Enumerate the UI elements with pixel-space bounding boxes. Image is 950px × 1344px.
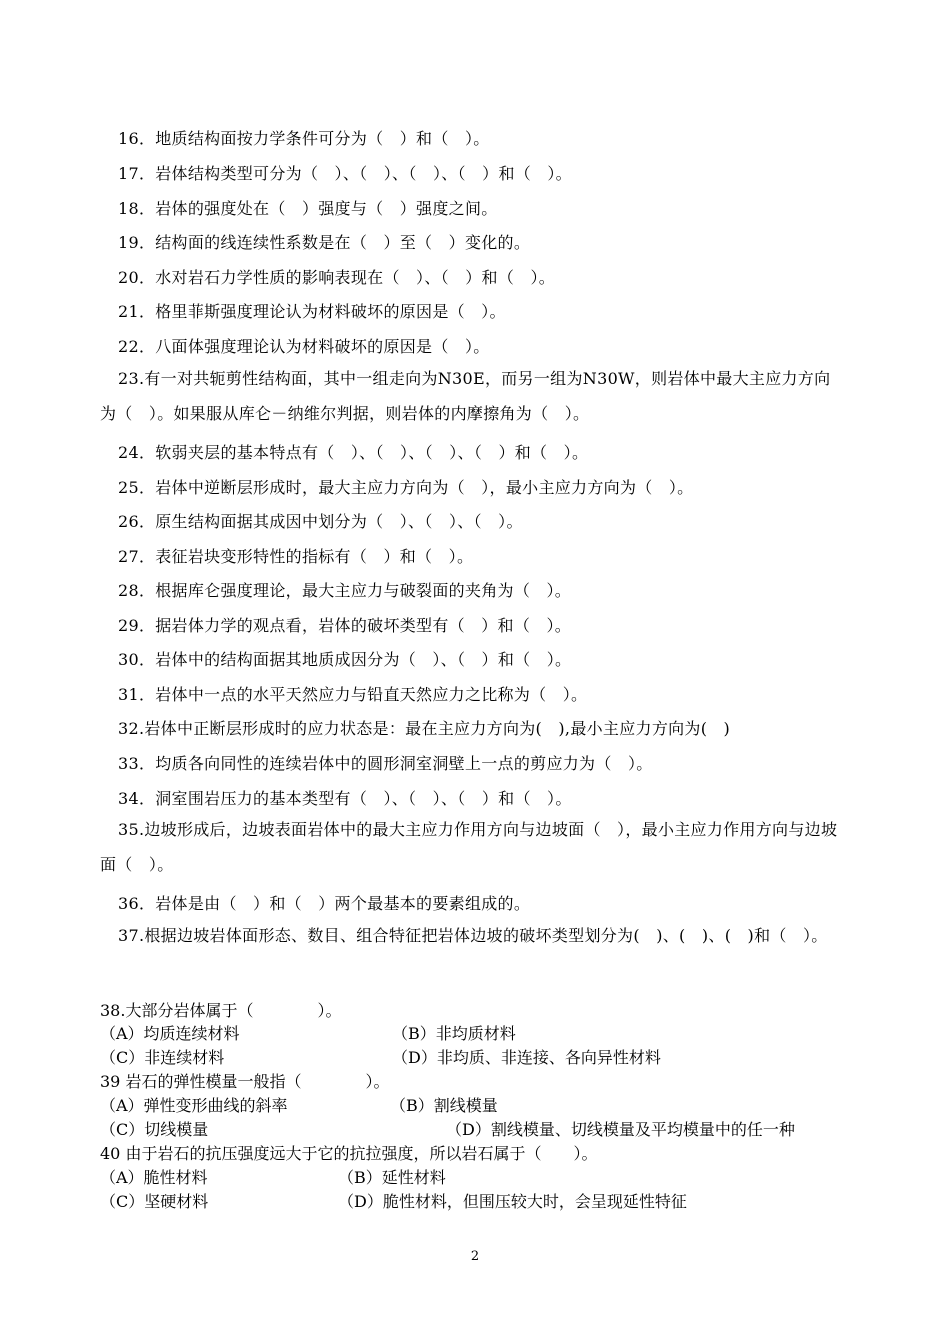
question-38-option-d: （D）非均质、非连接、各向异性材料 [392, 1048, 661, 1067]
question-30: 30．岩体中的结构面据其地质成因分为（ ）、（ ）和（ ）。 [118, 650, 572, 669]
question-28: 28．根据库仑强度理论，最大主应力与破裂面的夹角为（ ）。 [118, 581, 572, 600]
question-33: 33．均质各向同性的连续岩体中的圆形洞室洞壁上一点的剪应力为（ ）。 [118, 754, 653, 773]
question-26: 26．原生结构面据其成因中划分为（ ）、（ ）、（ ）。 [118, 512, 523, 531]
question-18: 18．岩体的强度处在（ ）强度与（ ）强度之间。 [118, 199, 498, 218]
question-20: 20．水对岩石力学性质的影响表现在（ ）、（ ）和（ ）。 [118, 268, 556, 287]
question-40-option-b: （B）延性材料 [338, 1168, 446, 1187]
question-39-option-b: （B）割线模量 [390, 1096, 498, 1115]
page-number: 2 [470, 1249, 480, 1264]
question-40-option-a: （A）脆性材料 [100, 1168, 208, 1187]
question-23: 23.有一对共轭剪性结构面，其中一组走向为N30E，而另一组为N30W，则岩体中最大主应力方向为（ ）。如果服从库仑－纳维尔判据，则岩体的内摩擦角为（ ）。 [100, 369, 831, 423]
question-27: 27．表征岩块变形特性的指标有（ ）和（ ）。 [118, 547, 474, 566]
question-39-option-a: （A）弹性变形曲线的斜率 [100, 1096, 288, 1115]
question-34: 34．洞室围岩压力的基本类型有（ ）、（ ）、（ ）和（ ）。 [118, 789, 572, 808]
question-16: 16．地质结构面按力学条件可分为（ ）和（ ）。 [118, 129, 490, 148]
question-40-option-d: （D）脆性材料，但围压较大时，会呈现延性特征 [338, 1192, 687, 1211]
question-40-stem: 40 由于岩石的抗压强度远大于它的抗拉强度，所以岩石属于（ ）。 [100, 1144, 598, 1163]
question-19: 19．结构面的线连续性系数是在（ ）至（ ）变化的。 [118, 233, 531, 252]
question-24: 24．软弱夹层的基本特点有（ ）、（ ）、（ ）、（ ）和（ ）。 [118, 443, 589, 462]
question-39-option-c: （C）切线模量 [100, 1120, 209, 1139]
question-35: 35.边坡形成后，边坡表面岩体中的最大主应力作用方向与边坡面（ ），最小主应力作用方向与边坡面（ ）。 [100, 820, 838, 874]
question-38-option-a: （A）均质连续材料 [100, 1024, 240, 1043]
question-40-option-c: （C）坚硬材料 [100, 1192, 209, 1211]
question-31: 31．岩体中一点的水平天然应力与铅直天然应力之比称为（ ）。 [118, 685, 588, 704]
question-36: 36．岩体是由（ ）和（ ）两个最基本的要素组成的。 [118, 894, 531, 913]
question-38-option-c: （C）非连续材料 [100, 1048, 225, 1067]
question-38-stem: 38.大部分岩体属于（ ）。 [100, 1001, 342, 1020]
question-25: 25．岩体中逆断层形成时，最大主应力方向为（ ），最小主应力方向为（ ）。 [118, 478, 694, 497]
question-38-option-b: （B）非均质材料 [392, 1024, 516, 1043]
question-17: 17．岩体结构类型可分为（ ）、（ ）、（ ）、（ ）和（ ）。 [118, 164, 572, 183]
question-21: 21．格里菲斯强度理论认为材料破坏的原因是（ ）。 [118, 302, 506, 321]
question-32: 32.岩体中正断层形成时的应力状态是：最在主应力方向为( ),最小主应力方向为( ) [118, 719, 731, 738]
question-29: 29．据岩体力学的观点看，岩体的破坏类型有（ ）和（ ）。 [118, 616, 572, 635]
question-22: 22．八面体强度理论认为材料破坏的原因是（ ）。 [118, 337, 490, 356]
question-37: 37.根据边坡岩体面形态、数目、组合特征把岩体边坡的破坏类型划分为( )、( )、( )和（ ）。 [118, 926, 828, 945]
question-39-option-d: （D）割线模量、切线模量及平均模量中的任一种 [446, 1120, 795, 1139]
question-39-stem: 39 岩石的弹性模量一般指（ ）。 [100, 1072, 390, 1091]
